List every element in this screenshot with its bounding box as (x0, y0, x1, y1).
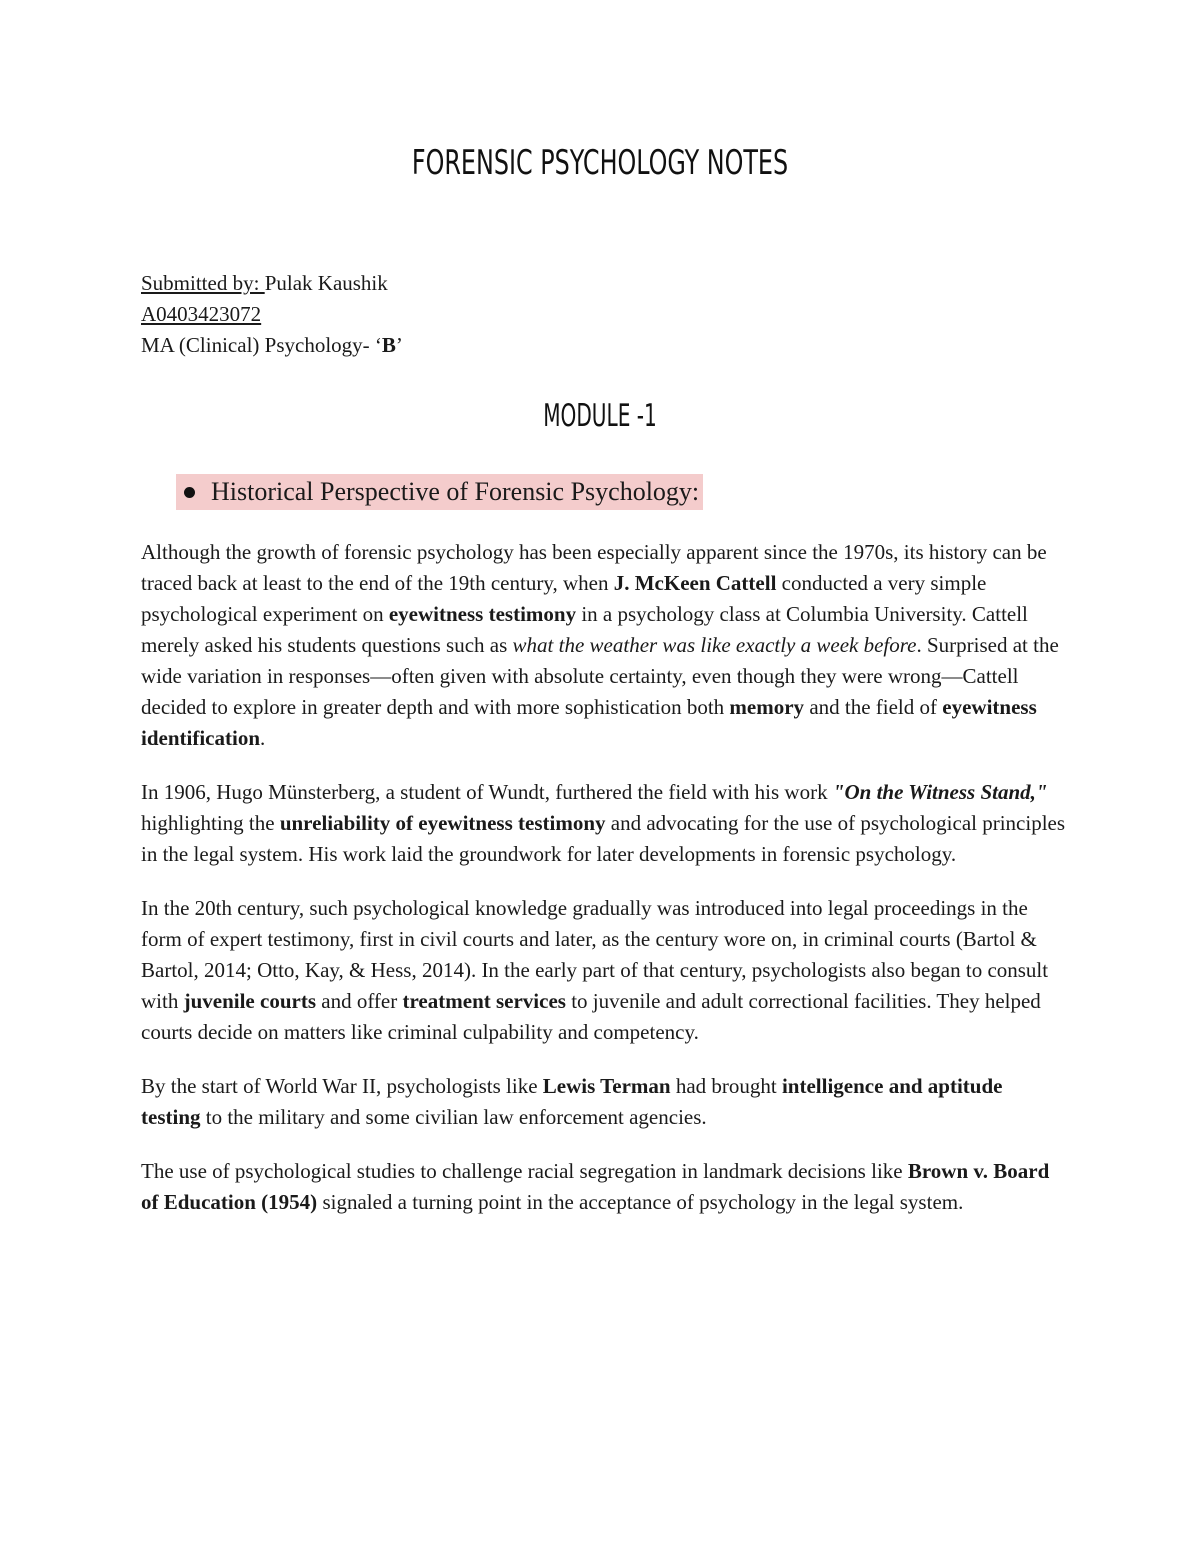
enrollment-line (141, 299, 403, 330)
text-run: . (260, 726, 266, 750)
paragraph-1 (141, 537, 1066, 754)
text-run: and offer (316, 989, 403, 1013)
bold-term: eyewitness identification (141, 695, 1037, 750)
submitted-by-line (141, 268, 403, 299)
module-heading: MODULE -1 (543, 398, 657, 434)
section-heading-text: Historical Perspective of Forensic Psychology: (211, 477, 700, 506)
bold-term: juvenile courts (183, 989, 316, 1013)
text-run: Although the growth of forensic psychology has been especially apparent since the 1970s, its history can be traced back at least to the end of the 19th century, when (141, 540, 1047, 595)
text-run: and advocating for the use of psychological principles in the legal system. His work laid the groundwork for later developments in forensic psychology. (141, 811, 1066, 866)
bold-term: J. McKeen Cattell (613, 571, 777, 595)
bold-italic-title: "On the Witness Stand," (832, 780, 1048, 804)
bold-term: treatment services (402, 989, 566, 1013)
submission-info (141, 268, 403, 361)
section-letter: B (381, 333, 396, 357)
bold-term: Brown v. Board of Education (1954) (141, 1159, 1050, 1214)
bold-term: Lewis Terman (542, 1074, 671, 1098)
course-suffix: ’ (395, 333, 403, 357)
section-heading (176, 474, 703, 510)
text-run: . Surprised at the wide variation in responses—often given with absolute certainty, even though they were wrong—Cattell decided to explore in greater depth and with more sophistication both (141, 633, 1059, 719)
paragraph-5 (141, 1156, 1066, 1218)
text-run: The use of psychological studies to challenge racial segregation in landmark decisions like (141, 1159, 908, 1183)
text-run: In the 20th century, such psychological knowledge gradually was introduced into legal proceedings in the form of expert testimony, first in civil courts and later, as the century wore on, in criminal courts (Bartol & Bartol, 2014; Otto, Kay, & Hess, 2014). In the early part of that century, psychologists also began to consult with (141, 896, 1049, 1013)
text-run: had brought (670, 1074, 782, 1098)
bold-term: intelligence and aptitude testing (141, 1074, 1003, 1129)
document-title: FORENSIC PSYCHOLOGY NOTES (411, 143, 789, 183)
text-run: to juvenile and adult correctional facilities. They helped courts decide on matters like criminal culpability and competency. (141, 989, 1041, 1044)
text-run: conducted a very simple psychological experiment on (141, 571, 987, 626)
student-name: Pulak Kaushik (264, 271, 388, 295)
text-run: and the field of (804, 695, 943, 719)
bold-term: unreliability of eyewitness testimony (279, 811, 606, 835)
text-run: in a psychology class at Columbia University. Cattell merely asked his students questions such as (141, 602, 1028, 657)
enrollment-number: A0403423072 (141, 302, 262, 326)
text-run: In 1906, Hugo Münsterberg, a student of Wundt, furthered the field with his work (141, 780, 833, 804)
course-line (141, 330, 403, 361)
text-run: highlighting the (141, 811, 280, 835)
bold-term: memory (729, 695, 805, 719)
text-run: signaled a turning point in the acceptance of psychology in the legal system. (317, 1190, 964, 1214)
paragraph-2 (141, 777, 1066, 870)
course-prefix: MA (Clinical) Psychology- ‘ (141, 333, 382, 357)
italic-phrase: what the weather was like exactly a week before (512, 633, 917, 657)
paragraph-4 (141, 1071, 1066, 1133)
body-text (141, 537, 1066, 1241)
text-run: By the start of World War II, psychologists like (141, 1074, 543, 1098)
submitted-by-label: Submitted by: (141, 271, 265, 295)
bold-term: eyewitness testimony (388, 602, 577, 626)
text-run: to the military and some civilian law enforcement agencies. (200, 1105, 707, 1129)
bullet-icon (184, 487, 195, 498)
paragraph-3 (141, 893, 1066, 1048)
